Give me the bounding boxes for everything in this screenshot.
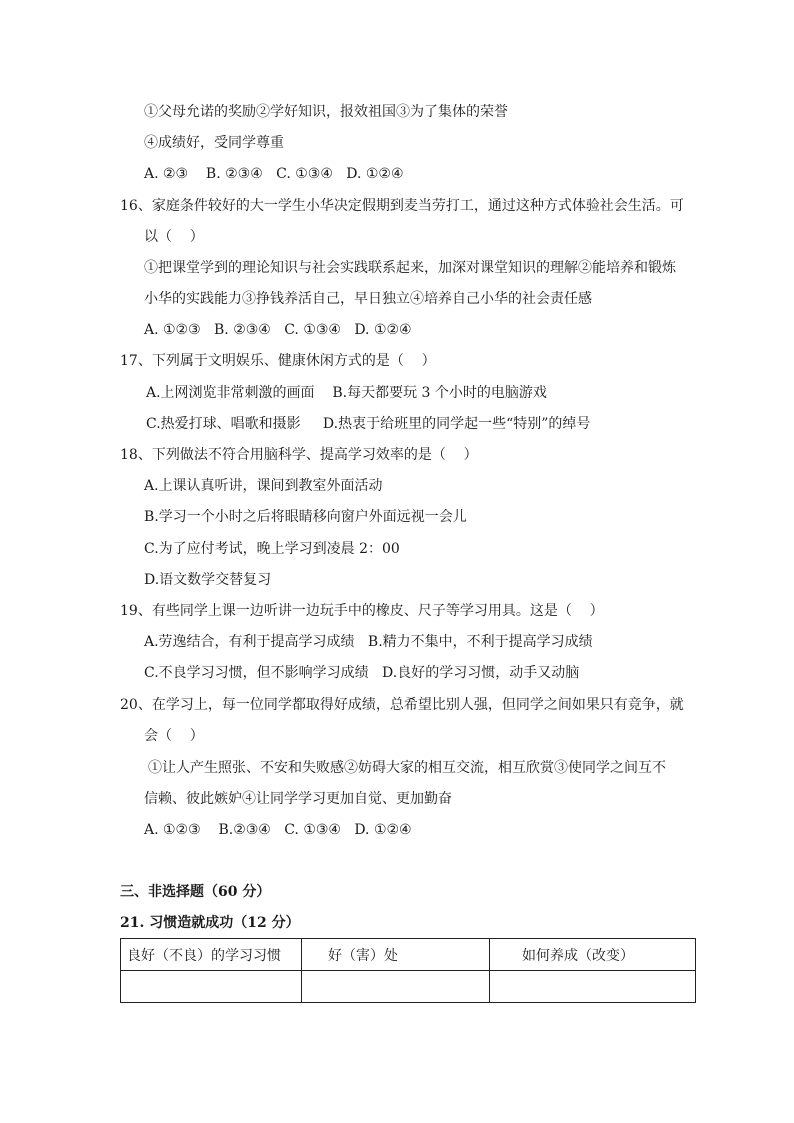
q16-option-line1: ①把课堂学到的理论知识与社会实践联系起来，加深对课堂知识的理解②能培养和锻炼 bbox=[144, 260, 676, 276]
q15-option-line1: ①父母允诺的奖励②学好知识，报效祖国③为了集体的荣誉 bbox=[144, 104, 508, 120]
q18-option-c: C.为了应付考试，晚上学习到凌晨 2：00 bbox=[144, 541, 400, 557]
table-row bbox=[121, 971, 696, 1003]
q19-stem: 19、有些同学上课一边听讲一边玩手中的橡皮、尺子等学习用具。这是（ ） bbox=[120, 603, 604, 619]
q15-option-line2: ④成绩好，受同学尊重 bbox=[144, 135, 284, 151]
q16-stem-line2: 以（ ） bbox=[144, 229, 204, 245]
table-header-habit: 良好（不良）的学习习惯 bbox=[121, 939, 302, 971]
q18-option-b: B.学习一个小时之后将眼睛移向窗户外面远视一会儿 bbox=[144, 509, 467, 525]
q20-option-line1: ①让人产生照张、不安和失败感②妨碍大家的相互交流，相互欣赏③使同学之间互不 bbox=[148, 760, 666, 776]
table-cell[interactable] bbox=[121, 971, 302, 1003]
q19-choices-line2: C.不良学习习惯，但不影响学习成绩 D.良好的学习习惯，动手又动脑 bbox=[144, 665, 580, 681]
q15-choices: A. ②③ B. ②③④ C. ①③④ D. ①②④ bbox=[144, 166, 404, 182]
table-header-row bbox=[121, 939, 696, 971]
q18-stem: 18、下列做法不符合用脑科学、提高学习效率的是（ ） bbox=[120, 447, 478, 463]
q17-stem: 17、下列属于文明娱乐、健康休闲方式的是（ ） bbox=[120, 353, 436, 369]
table-header-effect: 好（害）处 bbox=[302, 939, 490, 971]
table-header-method: 如何养成（改变） bbox=[490, 939, 696, 971]
q20-stem-line1: 20、在学习上，每一位同学都取得好成绩，总希望比别人强，但同学之间如果只有竞争，就 bbox=[120, 697, 684, 713]
q20-stem-line2: 会（ ） bbox=[144, 728, 204, 744]
q16-choices: A. ①②③ B. ②③④ C. ①③④ D. ①②④ bbox=[144, 322, 412, 338]
q18-option-a: A.上课认真听讲，课间到教室外面活动 bbox=[144, 478, 383, 494]
q16-stem-line1: 16、家庭条件较好的大一学生小华决定假期到麦当劳打工，通过这种方式体验社会生活。可 bbox=[120, 198, 684, 214]
table-cell[interactable] bbox=[302, 971, 490, 1003]
q16-option-line2: 小华的实践能力③挣钱养活自己，早日独立④培养自己小华的社会责任感 bbox=[144, 291, 592, 307]
q17-choices-line2: C.热爱打球、唱歌和摄影 D.热衷于给班里的同学起一些“特别”的绰号 bbox=[146, 416, 591, 432]
q20-choices: A. ①②③ B.②③④ C. ①③④ D. ①②④ bbox=[144, 822, 412, 838]
q21-title: 21. 习惯造就成功（12 分） bbox=[120, 915, 300, 931]
table-cell[interactable] bbox=[490, 971, 696, 1003]
q17-choices-line1: A.上网浏览非常刺激的画面 B.每天都要玩 3 个小时的电脑游戏 bbox=[146, 385, 547, 401]
q19-choices-line1: A.劳逸结合，有利于提高学习成绩 B.精力不集中，不利于提高学习成绩 bbox=[144, 634, 593, 650]
q18-option-d: D.语文数学交替复习 bbox=[144, 572, 272, 588]
q20-option-line2: 信赖、彼此嫉妒④让同学学习更加自觉、更加勤奋 bbox=[144, 791, 452, 807]
section-title: 三、非选择题（60 分） bbox=[120, 884, 271, 900]
habit-table bbox=[120, 938, 696, 1003]
